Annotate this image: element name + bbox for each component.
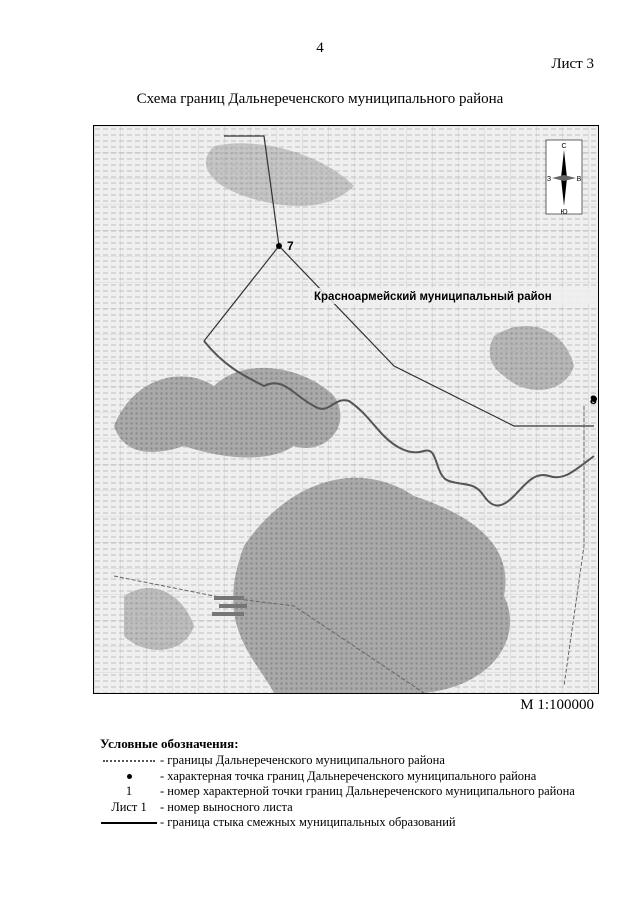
legend-item: Лист 1 - номер выносного листа [100,800,600,816]
district-label: Красноармейский муниципальный район [314,291,552,303]
legend-item: - границы Дальнереченского муниципального района [100,753,600,769]
dotted-line-symbol [100,760,158,762]
point-number-symbol: 1 [125,784,133,799]
boundary-point-8-label: 8 [590,393,597,407]
compass-west: З [546,176,552,183]
solid-line-symbol [100,822,158,824]
page-number: 4 [316,40,324,56]
boundary-point-7[interactable] [276,243,282,249]
point-symbol [100,774,158,779]
legend-item: 1 - номер характерной точки границ Дальнереченского муниципального района [100,784,600,800]
legend-title: Условные обозначения: [100,736,239,751]
map-title: Схема границ Дальнереченского муниципального района [136,91,504,107]
legend-item: - граница стыка смежных муниципальных образований [100,815,600,831]
compass-north: С [561,143,567,150]
compass-east: В [576,176,582,183]
legend [100,736,600,831]
compass-rose [546,140,582,216]
compass-south: Ю [560,209,568,216]
sheet-label: Лист 3 [551,56,594,72]
legend-item: - характерная точка границ Дальнереченского муниципального района [100,769,600,785]
boundary-point-7-label: 7 [287,239,294,253]
scale-label: М 1:100000 [520,697,594,713]
topographic-map[interactable] [93,125,599,694]
sheet-number-symbol: Лист 1 [111,799,147,814]
